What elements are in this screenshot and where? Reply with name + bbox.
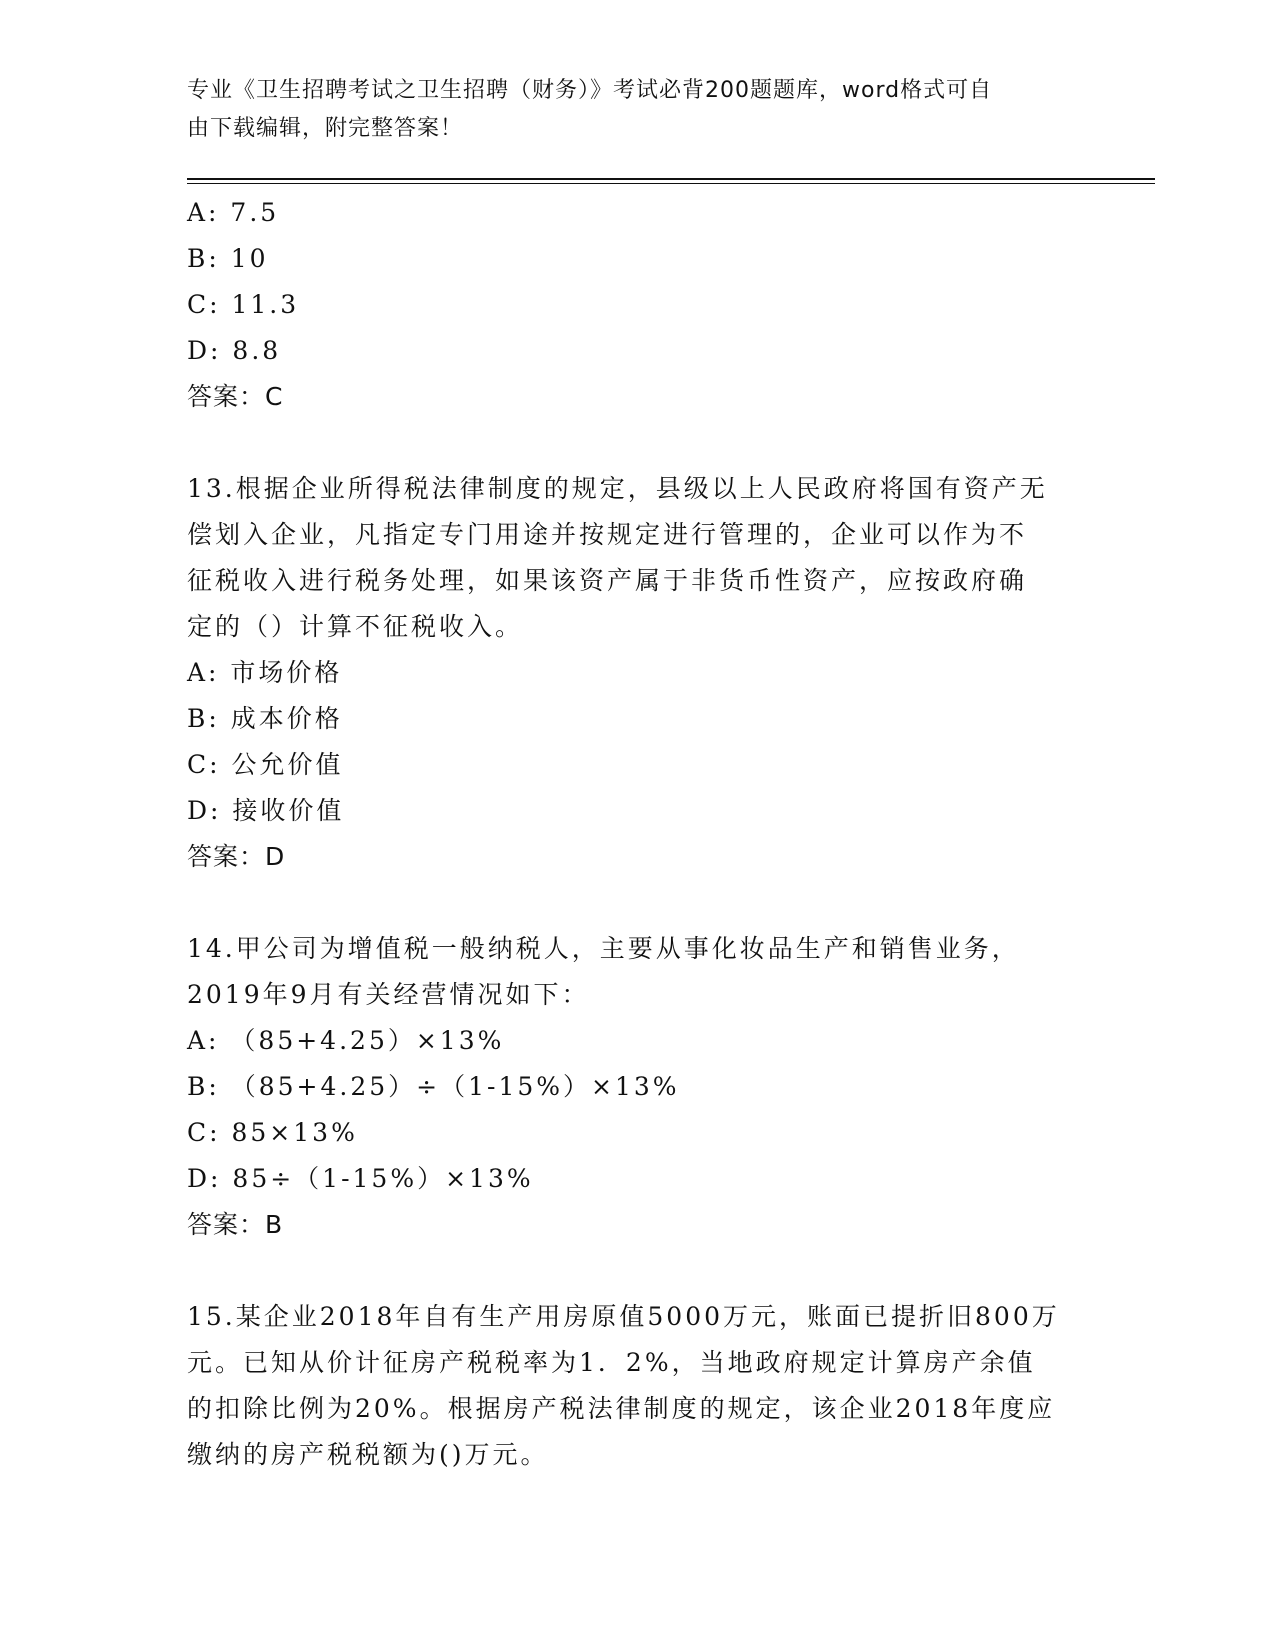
header-line-2: 由下载编辑，附完整答案！ — [187, 116, 464, 141]
document-header — [187, 72, 1087, 148]
q15-text-line-1: 15.某企业2018年自有生产用房原值5000万元，账面已提折旧800万 — [187, 1302, 1060, 1331]
header-divider — [187, 178, 1155, 184]
q14-option-d: D: 85÷（1-15%）×13% — [187, 1164, 534, 1193]
q13-option-c: C: 公允价值 — [187, 750, 344, 779]
q13-text-line-4: 定的（）计算不征税收入。 — [187, 612, 524, 641]
q13-text-line-2: 偿划入企业，凡指定专门用途并按规定进行管理的，企业可以作为不 — [187, 520, 1028, 549]
q13-option-a: A: 市场价格 — [187, 658, 343, 687]
question-15-block — [187, 1294, 1087, 1478]
divider-thick — [187, 178, 1155, 180]
q14-option-c: C: 85×13% — [187, 1118, 358, 1147]
header-line-1: 专业《卫生招聘考试之卫生招聘（财务）》考试必背200题题库，word格式可自 — [187, 78, 993, 103]
q12-option-d: D: 8.8 — [187, 336, 282, 365]
q13-answer: 答案：D — [187, 842, 286, 871]
q14-text-line-2: 2019年9月有关经营情况如下： — [187, 980, 590, 1009]
question-14-block — [187, 926, 1087, 1248]
q12-option-b: B: 10 — [187, 244, 269, 273]
document-content — [187, 190, 1087, 1478]
q15-text-line-4: 缴纳的房产税税额为()万元。 — [187, 1440, 549, 1469]
q14-option-b: B: （85+4.25）÷（1-15%）×13% — [187, 1072, 680, 1101]
q13-text-line-1: 13.根据企业所得税法律制度的规定，县级以上人民政府将国有资产无 — [187, 474, 1048, 503]
q13-option-d: D: 接收价值 — [187, 796, 345, 825]
divider-thin — [187, 183, 1155, 184]
question-13-block — [187, 466, 1087, 880]
q13-option-b: B: 成本价格 — [187, 704, 343, 733]
q15-text-line-3: 的扣除比例为20%。根据房产税法律制度的规定，该企业2018年度应 — [187, 1394, 1056, 1423]
q12-option-a: A: 7.5 — [187, 198, 280, 227]
question-12-block — [187, 190, 1087, 420]
q14-option-a: A: （85+4.25）×13% — [187, 1026, 505, 1055]
q12-option-c: C: 11.3 — [187, 290, 300, 319]
q15-text-line-2: 元。已知从价计征房产税税率为1．2%，当地政府规定计算房产余值 — [187, 1348, 1036, 1377]
q14-text-line-1: 14.甲公司为增值税一般纳税人，主要从事化妆品生产和销售业务， — [187, 934, 1020, 963]
q12-answer: 答案：C — [187, 382, 284, 411]
q13-text-line-3: 征税收入进行税务处理，如果该资产属于非货币性资产，应按政府确 — [187, 566, 1028, 595]
q14-answer: 答案：B — [187, 1210, 284, 1239]
